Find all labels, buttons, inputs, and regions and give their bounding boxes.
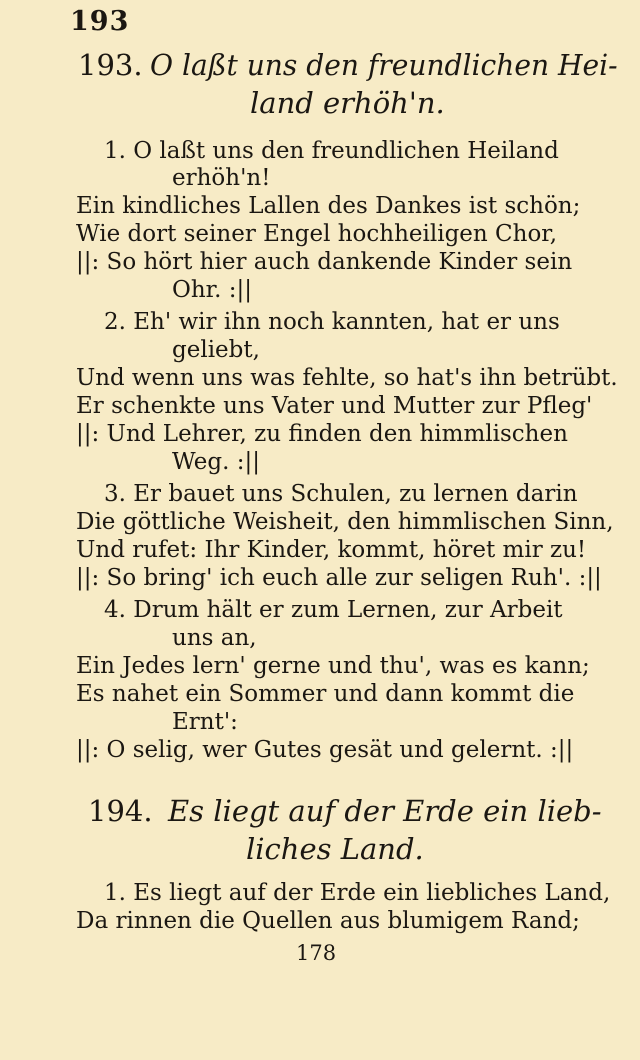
verse-line: Ernt': — [172, 709, 238, 735]
verse-line: ||: So bring' ich euch alle zur seligen Ruh'. :|| — [76, 565, 602, 591]
verse-line: erhöh'n! — [172, 165, 271, 191]
verse-line: Ein kindliches Lallen des Dankes ist schön; — [76, 193, 581, 219]
page-number: 178 — [296, 941, 337, 965]
verse-line: Es nahet ein Sommer und dann kommt die — [76, 681, 575, 707]
verse-line: Ein Jedes lern' gerne und thu', was es kann; — [76, 653, 590, 679]
verse-line: Wie dort seiner Engel hochheiligen Chor, — [76, 221, 558, 247]
verse-line: 1. Es liegt auf der Erde ein liebliches Land, — [104, 880, 611, 906]
verse-line: ||: So hört hier auch dankende Kinder sein — [76, 249, 573, 275]
verse-line: Die göttliche Weisheit, den himmlischen Sinn, — [76, 509, 614, 535]
verse-line: ||: O selig, wer Gutes gesät und gelernt. :|| — [76, 737, 574, 763]
hymn-title-line: Es liegt auf der Erde ein lieb- — [168, 794, 602, 828]
verse-line: Er schenkte uns Vater und Mutter zur Pfleg' — [76, 393, 593, 419]
verse-line: geliebt, — [172, 337, 260, 363]
running-head: 193 — [70, 6, 130, 37]
verse-line: 3. Er bauet uns Schulen, zu lernen darin — [104, 481, 578, 507]
hymn-number: 193. — [78, 48, 143, 82]
hymn-number: 194. — [88, 794, 153, 828]
verse-line: Und rufet: Ihr Kinder, kommt, höret mir zu! — [76, 537, 587, 563]
verse-line: 2. Eh' wir ihn noch kannten, hat er uns — [104, 309, 560, 335]
verse-line: Da rinnen die Quellen aus blumigem Rand; — [76, 908, 580, 934]
verse-line: uns an, — [172, 625, 257, 651]
hymn-title-line: liches Land. — [246, 832, 424, 866]
verse-line: Weg. :|| — [172, 449, 260, 475]
verse-line: Und wenn uns was fehlte, so hat's ihn betrübt. — [76, 365, 618, 391]
verse-line: Ohr. :|| — [172, 277, 253, 303]
verse-line: ||: Und Lehrer, zu finden den himmlischen — [76, 421, 568, 447]
hymn-title-line: land erhöh'n. — [250, 86, 445, 120]
verse-line: 1. O laßt uns den freundlichen Heiland — [104, 138, 559, 164]
verse-line: 4. Drum hält er zum Lernen, zur Arbeit — [104, 597, 563, 623]
hymn-title-line: O laßt uns den freundlichen Hei- — [150, 48, 618, 82]
